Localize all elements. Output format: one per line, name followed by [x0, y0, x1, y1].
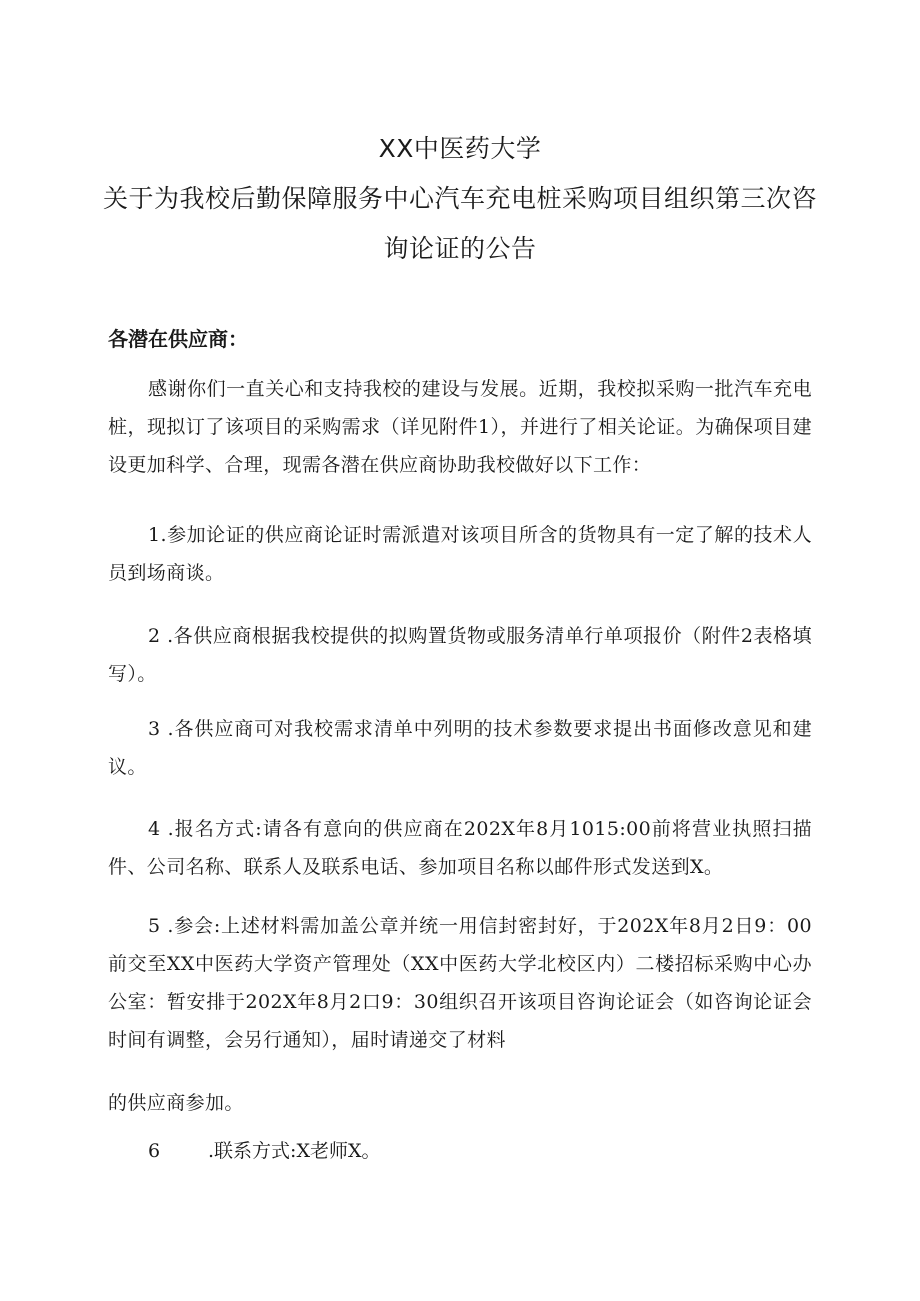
item-5-tail-line: 的供应商参加。 [108, 1092, 244, 1114]
contact-line [148, 1132, 381, 1170]
announcement-title-line-2: 询论证的公告 [383, 234, 537, 263]
item-2-paragraph: 2 .各供应商根据我校提供的拟购置货物或服务清单行单项报价（附件2表格填写）。 [108, 625, 812, 685]
contact-number: 6 [148, 1140, 161, 1162]
item-1-paragraph: 1.参加论证的供应商论证时需派遣对该项目所含的货物具有一定了解的技术人员到场商谈。 [108, 524, 812, 584]
announcement-title-line-1: 关于为我校后勤保障服务中心汽车充电桩采购项目组织第三次咨 [102, 184, 817, 213]
contact-text: .联系方式:X老师X。 [208, 1140, 381, 1162]
item-4-paragraph: 4 .报名方式:请各有意向的供应商在202X年8月1015:00前将营业执照扫描件、公司名称、联系人及联系电话、参加项目名称以邮件形式发送到X。 [108, 818, 812, 878]
university-name: XX中医药大学 [378, 134, 542, 163]
intro-paragraph: 感谢你们一直关心和支持我校的建设与发展。近期，我校拟采购一批汽车充电桩，现拟订了该项目的采购需求（详见附件1），并进行了相关论证。为确保项目建设更加科学、合理，现需各潜在供应商协助我校做好以下工作： [108, 378, 812, 476]
document-title [100, 124, 820, 274]
item-5-paragraph: 5 .参会:上述材料需加盖公章并统一用信封密封好，于202X年8月2日9：00前交至XX中医药大学资产管理处（XX中医药大学北校区内）二楼招标采购中心办公室：暂安排于202X年8月2口9：30组织召开该项目咨询论证会（如咨询论证会时间有调整，会另行通知），届时请递交了材料 [108, 915, 812, 1051]
item-3-paragraph: 3 .各供应商可对我校需求清单中列明的技术参数要求提出书面修改意见和建议。 [108, 718, 812, 778]
salutation: 各潜在供应商： [108, 327, 248, 351]
